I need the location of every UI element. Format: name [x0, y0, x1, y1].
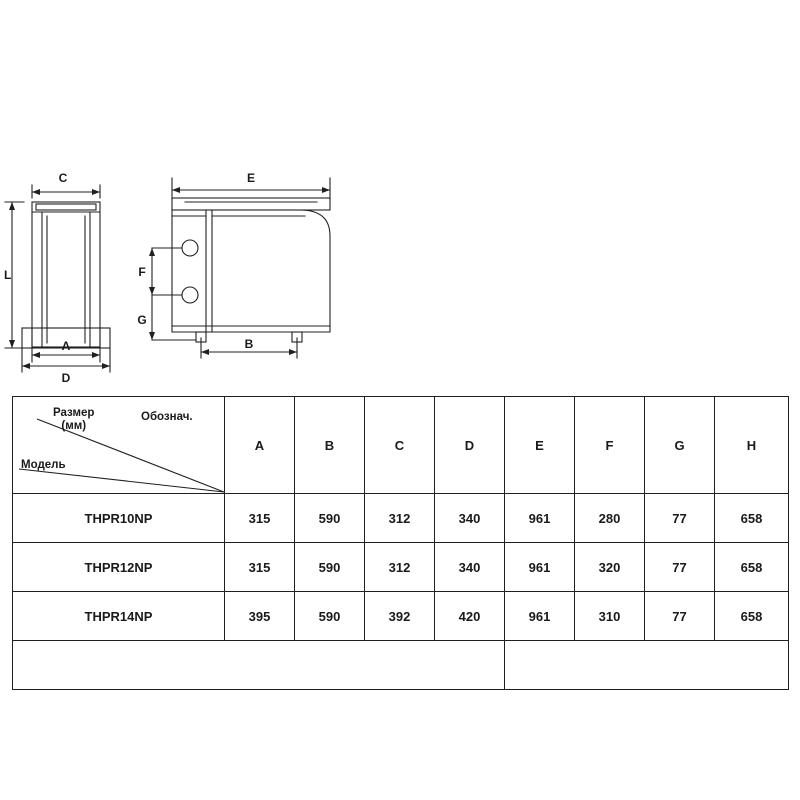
corner-label-model: Модель [21, 459, 66, 471]
table-corner-cell [13, 397, 225, 494]
column-header-H: H [715, 397, 789, 494]
column-header-A: A [225, 397, 295, 494]
cell-E: 961 [505, 543, 575, 592]
cell-C: 312 [365, 543, 435, 592]
column-header-D: D [435, 397, 505, 494]
corner-label-size: Размер (мм) [53, 407, 95, 433]
cell-F: 320 [575, 543, 645, 592]
table-row [13, 494, 789, 543]
dimensions-table [12, 396, 789, 690]
column-header-F: F [575, 397, 645, 494]
model-name: THPR12NP [13, 543, 225, 592]
cell-H: 658 [715, 592, 789, 641]
empty-cell-right [505, 641, 789, 690]
label-L: L [4, 268, 12, 282]
column-header-B: B [295, 397, 365, 494]
cell-B: 590 [295, 543, 365, 592]
cell-C: 392 [365, 592, 435, 641]
cell-F: 280 [575, 494, 645, 543]
cell-C: 312 [365, 494, 435, 543]
cell-A: 395 [225, 592, 295, 641]
table-row [13, 543, 789, 592]
cell-G: 77 [645, 494, 715, 543]
cell-D: 340 [435, 494, 505, 543]
label-F: F [138, 265, 146, 279]
column-header-E: E [505, 397, 575, 494]
label-B: B [244, 337, 254, 351]
cell-G: 77 [645, 543, 715, 592]
technical-drawings [0, 140, 800, 390]
table-row [13, 592, 789, 641]
drawings-svg [0, 140, 800, 390]
cell-F: 310 [575, 592, 645, 641]
label-C: C [58, 171, 68, 185]
cell-G: 77 [645, 592, 715, 641]
label-G: G [137, 313, 147, 327]
corner-diagonal-lines [13, 397, 225, 493]
label-A: A [61, 339, 71, 353]
label-D: D [61, 371, 71, 385]
cell-B: 590 [295, 494, 365, 543]
model-name: THPR14NP [13, 592, 225, 641]
cell-D: 420 [435, 592, 505, 641]
cell-A: 315 [225, 543, 295, 592]
cell-E: 961 [505, 494, 575, 543]
cell-E: 961 [505, 592, 575, 641]
model-name: THPR10NP [13, 494, 225, 543]
table-header-row [13, 397, 789, 494]
label-E: E [246, 171, 256, 185]
cell-B: 590 [295, 592, 365, 641]
column-header-C: C [365, 397, 435, 494]
table-row-empty [13, 641, 789, 690]
cell-H: 658 [715, 543, 789, 592]
dimensions-table-wrapper [12, 396, 788, 690]
column-header-G: G [645, 397, 715, 494]
cell-A: 315 [225, 494, 295, 543]
corner-label-designation: Обознач. [141, 411, 193, 423]
empty-cell-left [13, 641, 505, 690]
cell-H: 658 [715, 494, 789, 543]
cell-D: 340 [435, 543, 505, 592]
